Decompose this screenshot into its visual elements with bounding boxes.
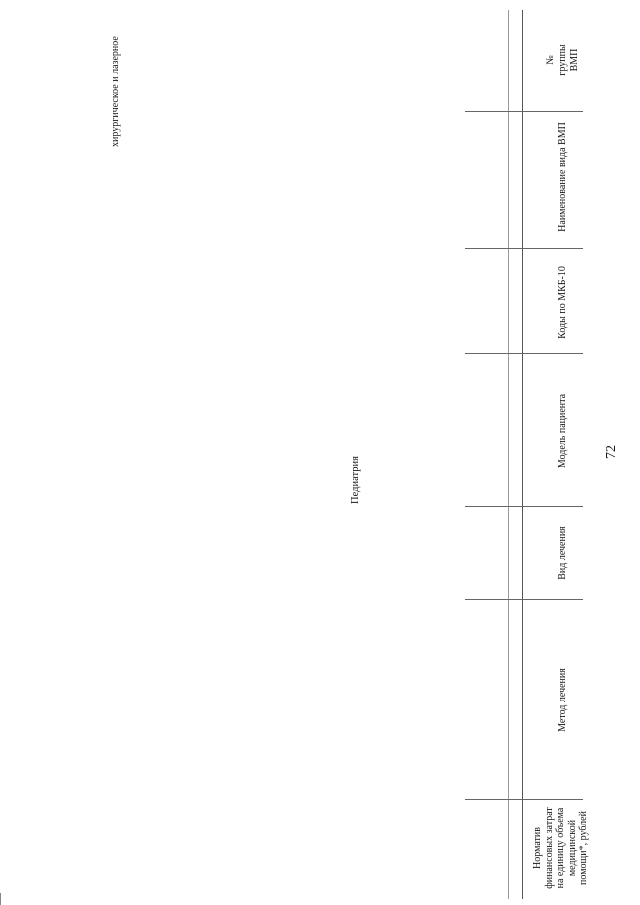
- header-col-name-label: [557, 107, 569, 247]
- header-col-kind: Вид лечения: [557, 526, 568, 580]
- page-number: 72: [604, 445, 619, 459]
- table-top-border: [522, 10, 523, 899]
- column-divider: [465, 111, 583, 112]
- header-bottom-border: [508, 10, 509, 899]
- header-col-method: Метод лечения: [557, 668, 568, 732]
- header-col-number: № группы ВМП: [545, 44, 581, 76]
- header-col-model: Модель пациента: [557, 393, 568, 469]
- column-divider: [465, 599, 583, 600]
- header-col-norm: Норматив финансовых затрат на единицу объема медицинской помощи*, рублей: [532, 807, 589, 889]
- column-divider: [465, 799, 583, 800]
- document-page: 72 № группы ВМП Наименование вида ВМП Коды по МКБ-10 Модель пациента Вид лечения Метод лечения Норматив финансовых затрат на единицу объема медицинской помощи*, рублей хирургическое и лазерное Педиатрия: [0, 0, 640, 905]
- section-title: Педиатрия: [350, 456, 361, 504]
- header-col-codes: Коды по МКБ-10: [557, 266, 568, 339]
- header-col-name-text: Наименование вида ВМП: [557, 122, 568, 232]
- column-divider: [465, 506, 583, 507]
- column-divider: [465, 248, 583, 249]
- scan-edge-line: [0, 893, 1, 905]
- column-divider: [465, 353, 583, 354]
